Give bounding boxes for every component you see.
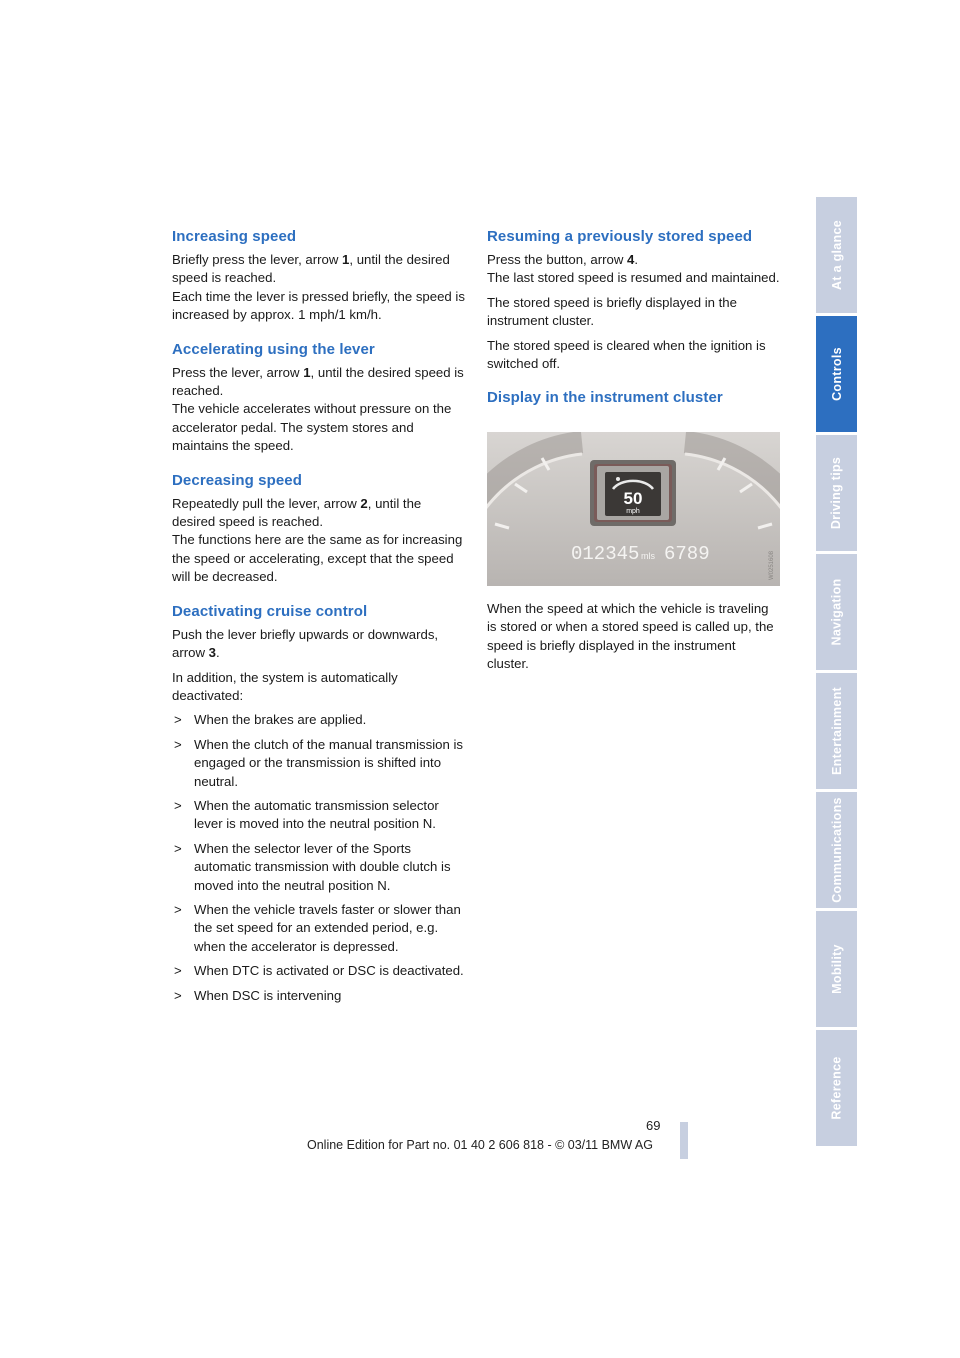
tab-reference[interactable] xyxy=(816,1030,857,1146)
bullet-arrow-icon: > xyxy=(174,963,182,979)
bullet-arrow-icon: > xyxy=(174,840,182,856)
heading-accelerating: Accelerating using the lever xyxy=(172,340,375,358)
bullet-arrow-icon: > xyxy=(174,901,182,917)
decreasing-paragraph-1: Repeatedly pull the lever, arrow 2, until the desired speed is reached. xyxy=(172,495,422,530)
list-item: > When DTC is activated or DSC is deactivated. xyxy=(172,962,468,980)
list-item: > When the clutch of the manual transmission is engaged or the transmission is shifted into neutral. xyxy=(174,736,464,789)
tab-label: Communications xyxy=(829,797,844,903)
tab-controls[interactable] xyxy=(816,316,857,432)
image-code: W0251608 xyxy=(769,550,775,580)
section-increasing-speed xyxy=(172,228,468,325)
chapter-tabs xyxy=(816,197,857,1149)
section-display xyxy=(487,389,783,406)
instrument-cluster-image xyxy=(487,432,780,586)
section-decreasing-speed xyxy=(172,472,468,587)
resuming-paragraph-1: Press the button, arrow 4. xyxy=(487,252,639,267)
tab-driving-tips[interactable] xyxy=(816,435,857,551)
list-item: > When DSC is intervening xyxy=(172,987,468,1005)
deactivating-paragraph-1: Push the lever briefly upwards or downwards, arrow 3. xyxy=(172,626,439,661)
tab-navigation[interactable] xyxy=(816,554,857,670)
footer-edition: Online Edition for Part no. 01 40 2 606 818 - © 03/11 BMW AG xyxy=(307,1138,653,1152)
accelerating-paragraph-1: Press the lever, arrow 1, until the desired speed is reached. xyxy=(172,364,464,399)
section-accelerating xyxy=(172,341,468,456)
tab-label: Navigation xyxy=(829,578,844,646)
list-item: > When the vehicle travels faster or slower than the set speed for an extended period, e.g. when the accelerator is depressed. xyxy=(174,901,461,954)
tab-mobility[interactable] xyxy=(816,911,857,1027)
list-item: > When the automatic transmission selector lever is moved into the neutral position N. xyxy=(174,797,439,832)
heading-decreasing-speed: Decreasing speed xyxy=(172,471,302,489)
list-item: > When the selector lever of the Sports automatic transmission with double clutch is moved into the neutral position N. xyxy=(174,840,451,893)
heading-resuming: Resuming a previously stored speed xyxy=(487,228,753,245)
section-resuming xyxy=(487,228,783,373)
list-item: > When the brakes are applied. xyxy=(172,711,468,729)
trip-value: 6789 xyxy=(664,543,710,565)
heading-deactivating: Deactivating cruise control xyxy=(172,602,368,620)
speed-value: 50 xyxy=(623,489,643,508)
resuming-paragraph-4: The stored speed is cleared when the ignition is switched off. xyxy=(487,337,766,372)
bullet-arrow-icon: > xyxy=(174,987,182,1003)
bullet-arrow-icon: > xyxy=(174,712,182,728)
deactivation-list xyxy=(172,711,468,1005)
tab-label: Entertainment xyxy=(829,687,844,775)
bullet-arrow-icon: > xyxy=(174,797,182,813)
resuming-paragraph-2: The last stored speed is resumed and maintained. xyxy=(487,270,780,286)
page-number: 69 xyxy=(646,1118,661,1133)
tab-label: At a glance xyxy=(829,220,844,290)
deactivating-paragraph-2: In addition, the system is automatically deactivated: xyxy=(172,669,398,703)
resuming-paragraph-3: The stored speed is briefly displayed in the instrument cluster. xyxy=(487,294,737,329)
increasing-paragraph-1: Briefly press the lever, arrow 1, until the desired speed is reached. xyxy=(172,252,450,286)
tab-label: Reference xyxy=(829,1056,844,1120)
tab-label: Controls xyxy=(829,347,844,401)
speed-unit: mph xyxy=(626,508,640,515)
odometer-value: 012345 xyxy=(571,543,640,565)
tab-at-a-glance[interactable] xyxy=(816,197,857,313)
right-column xyxy=(487,228,783,412)
decreasing-paragraph-2: The functions here are the same as for increasing the speed or accelerating, except that the speed will be decreased. xyxy=(172,532,463,585)
bullet-arrow-icon: > xyxy=(174,736,182,752)
tab-entertainment[interactable] xyxy=(816,673,857,789)
section-deactivating xyxy=(172,603,468,1005)
heading-display: Display in the instrument cluster xyxy=(487,389,723,407)
display-caption: When the speed at which the vehicle is traveling is stored or when a stored speed is called up, the speed is briefly displayed in the instrument cluster. xyxy=(487,601,774,672)
tab-label: Driving tips xyxy=(829,456,844,530)
increasing-paragraph-2: Each time the lever is pressed briefly, the speed is increased by approx. 1 mph/1 km/h. xyxy=(172,288,465,323)
tab-communications[interactable] xyxy=(816,792,857,908)
accelerating-paragraph-2: The vehicle accelerates without pressure on the accelerator pedal. The system stores and maintains the speed. xyxy=(172,401,452,454)
left-column xyxy=(172,228,468,1021)
cluster-illustration xyxy=(487,432,780,586)
odometer-unit: mls xyxy=(641,551,655,561)
tab-label: Mobility xyxy=(829,944,844,994)
heading-increasing-speed: Increasing speed xyxy=(172,228,297,245)
